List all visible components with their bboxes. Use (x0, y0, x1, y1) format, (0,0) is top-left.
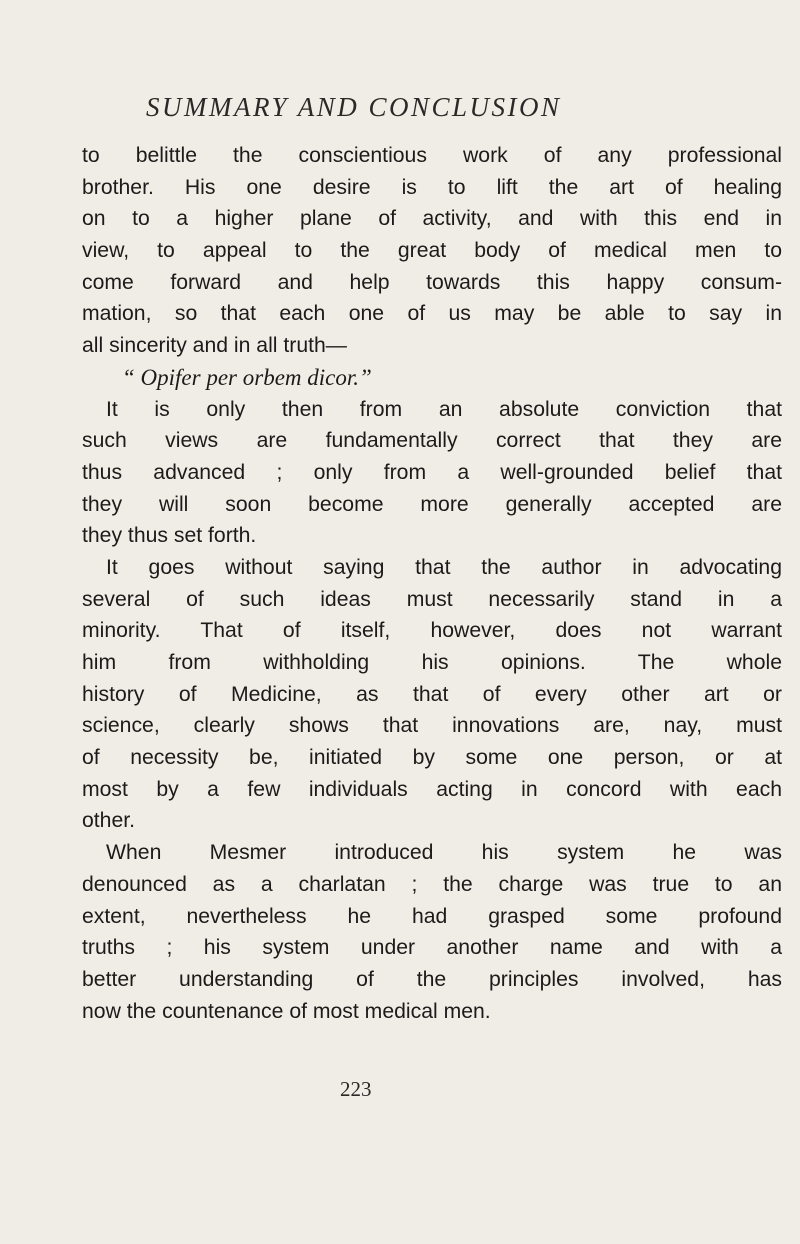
text-line: to belittle the conscientious work of any professional (82, 144, 782, 167)
text-line: history of Medicine, as that of every other art or (82, 682, 782, 706)
text-line: extent, nevertheless he had grasped some profound (82, 904, 782, 928)
text-line: of necessity be, initiated by some one person, or at (82, 746, 782, 770)
page-number: 223 (340, 1077, 372, 1101)
text-line: other. (82, 809, 136, 833)
text-line: most by a few individuals acting in concord with each (82, 777, 782, 801)
text-line: they thus set forth. (82, 524, 257, 548)
text-line: all sincerity and in all truth— (82, 334, 347, 358)
text-line: better understanding of the principles involved, has (82, 967, 782, 991)
text-line: science, clearly shows that innovations are, nay, must (82, 714, 782, 738)
text-line: When Mesmer introduced his system he was (106, 841, 782, 865)
text-line: they will soon become more generally accepted are (82, 492, 782, 516)
latin-motto (82, 362, 782, 394)
running-head: SUMMARY AND CONCLUSION (146, 92, 562, 122)
text-line: several of such ideas must necessarily stand in a (82, 587, 782, 611)
text-line: It goes without saying that the author in advocating (106, 555, 782, 579)
text-line: on to a higher plane of activity, and with this end in (82, 207, 782, 231)
text-line: now the countenance of most medical men. (82, 999, 491, 1023)
text-line: come forward and help towards this happy consum- (82, 270, 782, 294)
text-line: such views are fundamentally correct that they are (82, 429, 782, 453)
text-line: It is only then from an absolute conviction that (106, 397, 782, 421)
text-line: mation, so that each one of us may be able to say in (82, 302, 782, 326)
text-line: view, to appeal to the great body of medical men to (82, 239, 782, 263)
text-line: minority. That of itself, however, does not warrant (82, 619, 782, 643)
latin-motto-text: “ Opifer per orbem dicor.” (122, 364, 372, 390)
body-text (82, 140, 782, 1027)
text-line: brother. His one desire is to lift the art of healing (82, 175, 782, 199)
text-line: him from withholding his opinions. The whole (82, 651, 782, 674)
text-line: denounced as a charlatan ; the charge was true to an (82, 872, 782, 896)
text-line: thus advanced ; only from a well-grounded belief that (82, 460, 782, 484)
text-line: truths ; his system under another name and with a (82, 936, 782, 960)
